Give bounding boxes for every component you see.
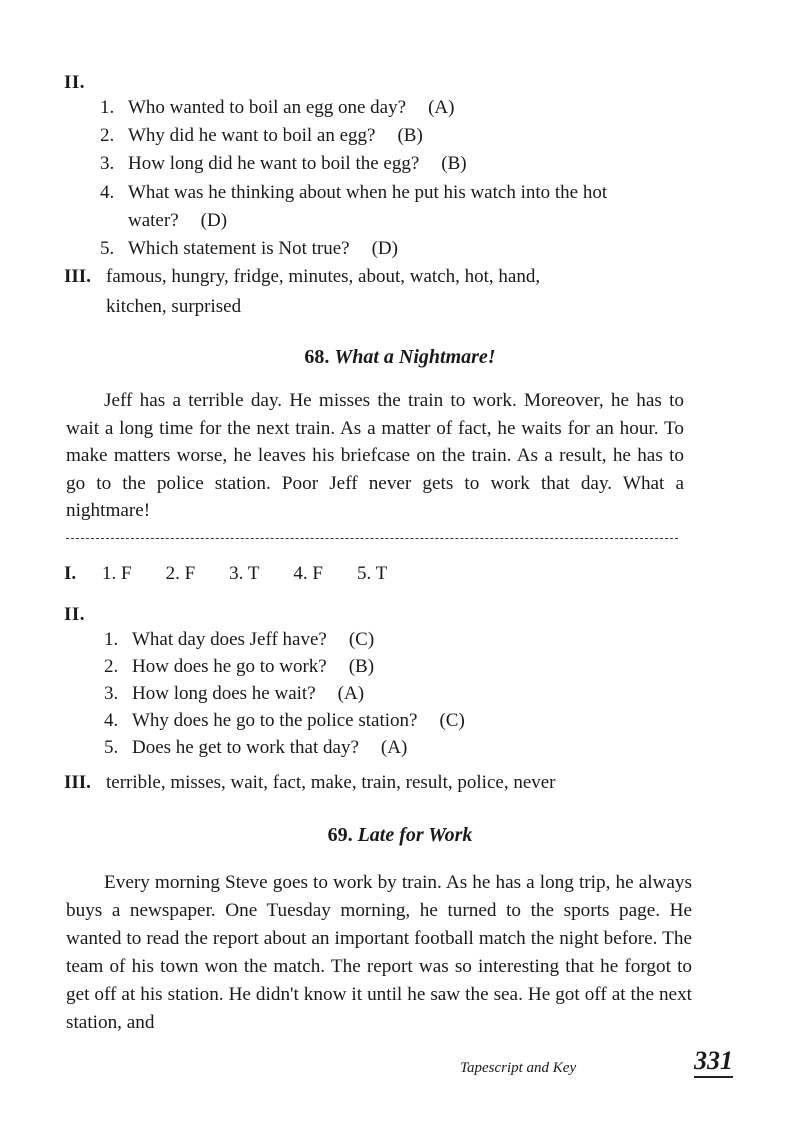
question-number (100, 207, 128, 235)
answer-choice: (D) (200, 209, 228, 231)
question-text: How long did he want to boil the egg? (128, 153, 420, 175)
question-number: 1. (104, 629, 119, 650)
question-text: Which statement is Not true? (128, 238, 350, 260)
answer-choice: (B) (397, 125, 423, 147)
question-item (104, 680, 465, 707)
question-text: Why did he want to boil an egg? (128, 125, 376, 147)
paragraph-text: Jeff has a terrible day. He misses the train to work. Moreover, he has to wait a long time for the next train. As a matter of fact, he waits for an hour. To make matters worse, he leaves his briefcase on the train. As a result, he has to go to the police station. Poor Jeff never gets to work that day. What a nightmare! (66, 390, 684, 521)
story-title (0, 346, 800, 369)
question-item (104, 626, 465, 653)
question-text: What day does Jeff have? (132, 629, 327, 650)
story-paragraph (66, 387, 684, 525)
page-number: 331 (694, 1046, 733, 1078)
story-title-text: Late for Work (357, 824, 473, 846)
tf-answer: 3. T (229, 563, 260, 584)
word-list-line: terrible, misses, wait, fact, make, train, result, police, never (106, 772, 556, 793)
true-false-answers (64, 563, 421, 585)
tf-answer: 5. T (357, 563, 388, 584)
question-item (100, 150, 629, 178)
answer-choice: (A) (337, 683, 365, 704)
word-list-section-iii (64, 768, 724, 798)
word-list-line: famous, hungry, fridge, minutes, about, watch, hot, hand, (106, 266, 541, 287)
section-label-iii: III. (64, 266, 91, 287)
story-paragraph (66, 869, 692, 1037)
question-number: 1. (100, 97, 115, 118)
question-number: 2. (104, 656, 119, 677)
answer-choice: (B) (441, 153, 467, 175)
answer-choice: (A) (380, 737, 408, 758)
question-text: Who wanted to boil an egg one day? (128, 97, 407, 118)
question-number: 4. (104, 710, 119, 731)
story-number: 68. (304, 346, 330, 368)
question-item (100, 179, 629, 207)
section-label-ii: II. (64, 604, 86, 625)
answer-choice: (C) (348, 629, 375, 650)
answer-choice: (C) (439, 710, 465, 731)
section-label-i: I. (64, 563, 77, 584)
word-list-line: kitchen, surprised (106, 296, 242, 317)
question-number: 3. (100, 153, 115, 175)
question-item (100, 207, 629, 235)
question-item (100, 235, 629, 263)
word-list-section-iii (64, 262, 704, 322)
question-number: 2. (100, 125, 115, 147)
section-label-ii: II. (64, 72, 86, 93)
question-number: 4. (100, 181, 115, 203)
question-list (100, 94, 629, 263)
dashed-divider (66, 538, 678, 539)
answer-choice: (B) (348, 656, 375, 677)
question-number: 3. (104, 683, 119, 704)
question-list (104, 626, 465, 761)
question-item (104, 707, 465, 734)
answer-choice: (A) (428, 97, 455, 118)
question-text: What was he thinking about when he put his watch into the hot (128, 181, 608, 203)
story-number: 69. (327, 824, 353, 846)
tf-answer: 1. F (102, 563, 132, 584)
question-item (104, 734, 465, 761)
story-title (0, 824, 800, 847)
tf-answer: 4. F (293, 563, 323, 584)
tf-answer: 2. F (165, 563, 196, 584)
question-text: Why does he go to the police station? (132, 710, 418, 731)
paragraph-text: Every morning Steve goes to work by train. As he has a long trip, he always buys a newspaper. One Tuesday morning, he turned to the sports page. He wanted to read the report about an important football match the night before. The team of his town won the match. The report was so interesting that he forgot to get off at his station. He didn't know it until he saw the sea. He got off at the next station, and (66, 872, 692, 1033)
answer-choice: (D) (371, 238, 398, 260)
question-item (100, 94, 629, 122)
question-number: 5. (104, 737, 119, 758)
question-item (100, 122, 629, 150)
story-title-text: What a Nightmare! (334, 346, 496, 368)
question-text: How long does he wait? (132, 683, 316, 704)
question-number: 5. (100, 238, 115, 260)
question-text: How does he go to work? (132, 656, 327, 677)
running-footer: Tapescript and Key (460, 1060, 577, 1076)
question-text: water? (128, 209, 179, 231)
question-text: Does he get to work that day? (132, 737, 359, 758)
question-item (104, 653, 465, 680)
section-label-iii: III. (64, 772, 91, 793)
